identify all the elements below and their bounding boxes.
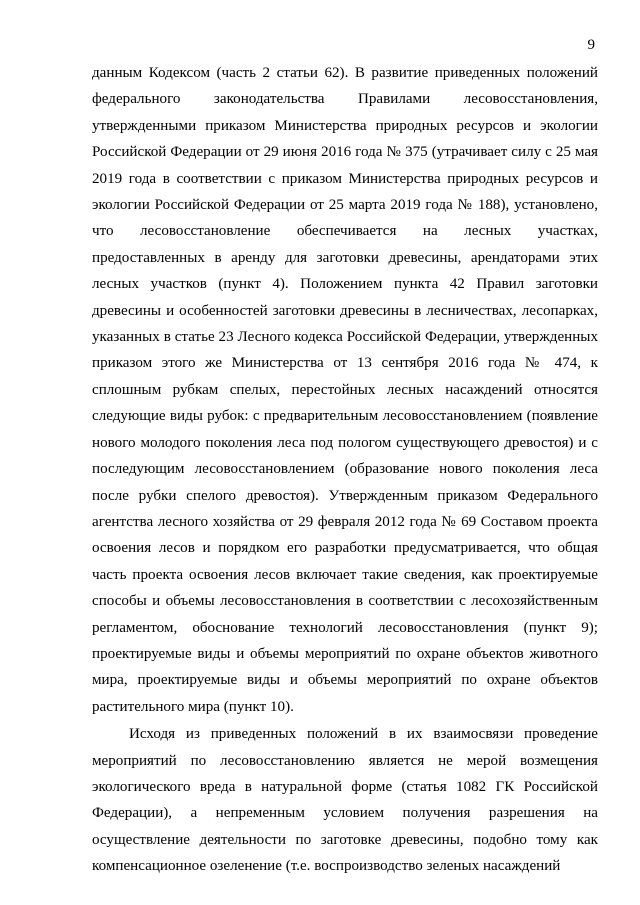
page-number: 9	[587, 37, 595, 53]
document-body	[92, 60, 598, 880]
paragraph-continuation: данным Кодексом (часть 2 статьи 62). В развитие приведенных положений федерального законодательства Правилами лесовосстановления, утвержденными приказом Министерства природных ресурсов и экологии Российской Федерации от 29 июня 2016 года № 375 (утрачивает силу с 25 мая 2019 года в соответствии с приказом Министерства природных ресурсов и экологии Российской Федерации от 25 марта 2019 года № 188), установлено, что лесовосстановление обеспечивается на лесных участках, предоставленных в аренду для заготовки древесины, арендаторами этих лесных участков (пункт 4). Положением пункта 42 Правил заготовки древесины и особенностей заготовки древесины в лесничествах, лесопарках, указанных в статье 23 Лесного кодекса Российской Федерации, утвержденных приказом этого же Министерства от 13 сентября 2016 года № 474, к сплошным рубкам спелых, перестойных лесных насаждений относятся следующие виды рубок: с предварительным лесовосстановлением (появление нового молодого поколения леса под пологом существующего древостоя) и с последующим лесовосстановлением (образование нового поколения леса после рубки спелого древостоя). Утвержденным приказом Федерального агентства лесного хозяйства от 29 февраля 2012 года № 69 Составом проекта освоения лесов и порядком его разработки предусматривается, что общая часть проекта освоения лесов включает такие сведения, как проектируемые способы и объемы лесовосстановления в соответствии с лесохозяйственным регламентом, обоснование технологий лесовосстановления (пункт 9); проектируемые виды и объемы мероприятий по охране объектов животного мира, проектируемые виды и объемы мероприятий по охране объектов растительного мира (пункт 10).	[92, 65, 598, 715]
paragraph-conclusion: Исходя из приведенных положений в их взаимосвязи проведение мероприятий по лесовосстановлению является не мерой возмещения экологического вреда в натуральной форме (статья 1082 ГК Российской Федерации), а непременным условием получения разрешения на осуществление деятельности по заготовке древесины, подобно тому как компенсационное озеленение (т.е. воспроизводство зеленых насаждений	[92, 726, 598, 875]
